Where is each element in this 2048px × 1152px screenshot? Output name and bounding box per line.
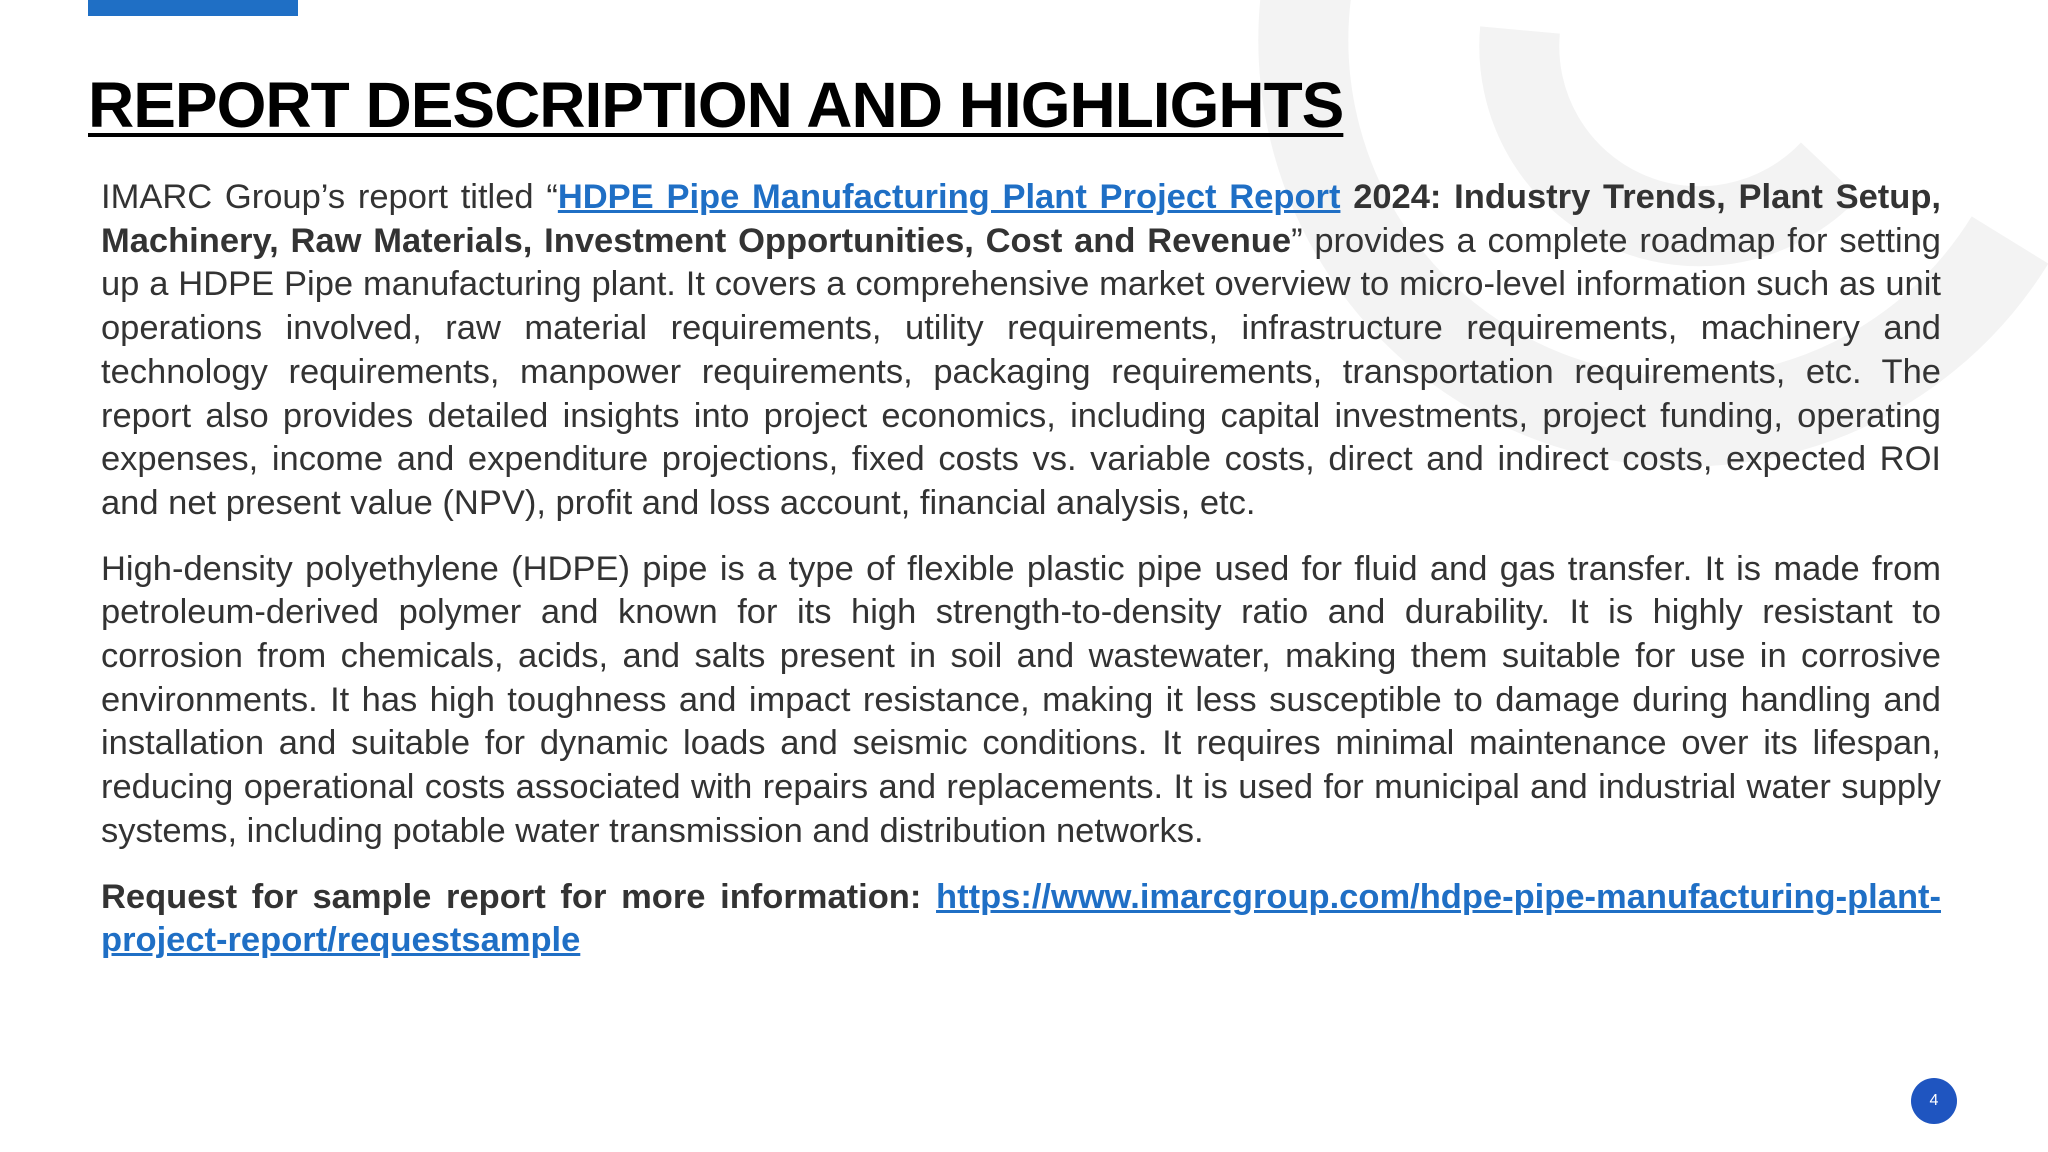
overview-text: ” provides a complete roadmap for setting up a HDPE Pipe manufacturing plant. It covers a comprehensive market overview to micro-level information such as unit operations involved, raw material requirements, utility requirements, infrastructure requirements, machinery and technology requirements, manpower requirements, packaging requirements, transportation requirements, etc. The report also provides detailed insights into project economics, including capital investments, project funding, operating expenses, income and expenditure projections, fixed costs vs. variable costs, direct and indirect costs, expected ROI and net present value (NPV), profit and loss account, financial analysis, etc.: [101, 221, 1941, 522]
paragraph-hdpe-description: High-density polyethylene (HDPE) pipe is a type of flexible plastic pipe used for fluid and gas transfer. It is made from petroleum-derived polymer and known for its high strength-to-density ratio and durability. It is highly resistant to corrosion from chemicals, acids, and salts present in soil and wastewater, making them suitable for use in corrosive environments. It has high toughness and impact resistance, making it less susceptible to damage during handling and installation and suitable for dynamic loads and seismic conditions. It requires minimal maintenance over its lifespan, reducing operational costs associated with repairs and replacements. It is used for municipal and industrial water supply systems, including potable water transmission and distribution networks.: [101, 549, 1941, 850]
sample-request-link[interactable]: https://www.imarcgroup.com/hdpe-pipe-manufacturing-plant-project-report/requestsample: [101, 877, 1941, 960]
top-accent-bar: [88, 0, 298, 16]
report-subtitle: 2024: Industry Trends, Plant Setup, Machinery, Raw Materials, Investment Opportunities, Cost and Revenue: [101, 178, 1941, 260]
page-number-badge: 4: [1911, 1078, 1957, 1124]
paragraph-sample-request: [101, 876, 1941, 963]
intro-text: IMARC Group’s report titled “: [101, 178, 558, 216]
sample-request-label: Request for sample report for more information:: [101, 877, 937, 916]
paragraph-report-overview: [101, 176, 1941, 526]
report-description: [101, 176, 1941, 985]
page-title: REPORT DESCRIPTION AND HIGHLIGHTS: [88, 69, 1344, 141]
report-title-link[interactable]: HDPE Pipe Manufacturing Plant Project Report: [557, 178, 1341, 216]
